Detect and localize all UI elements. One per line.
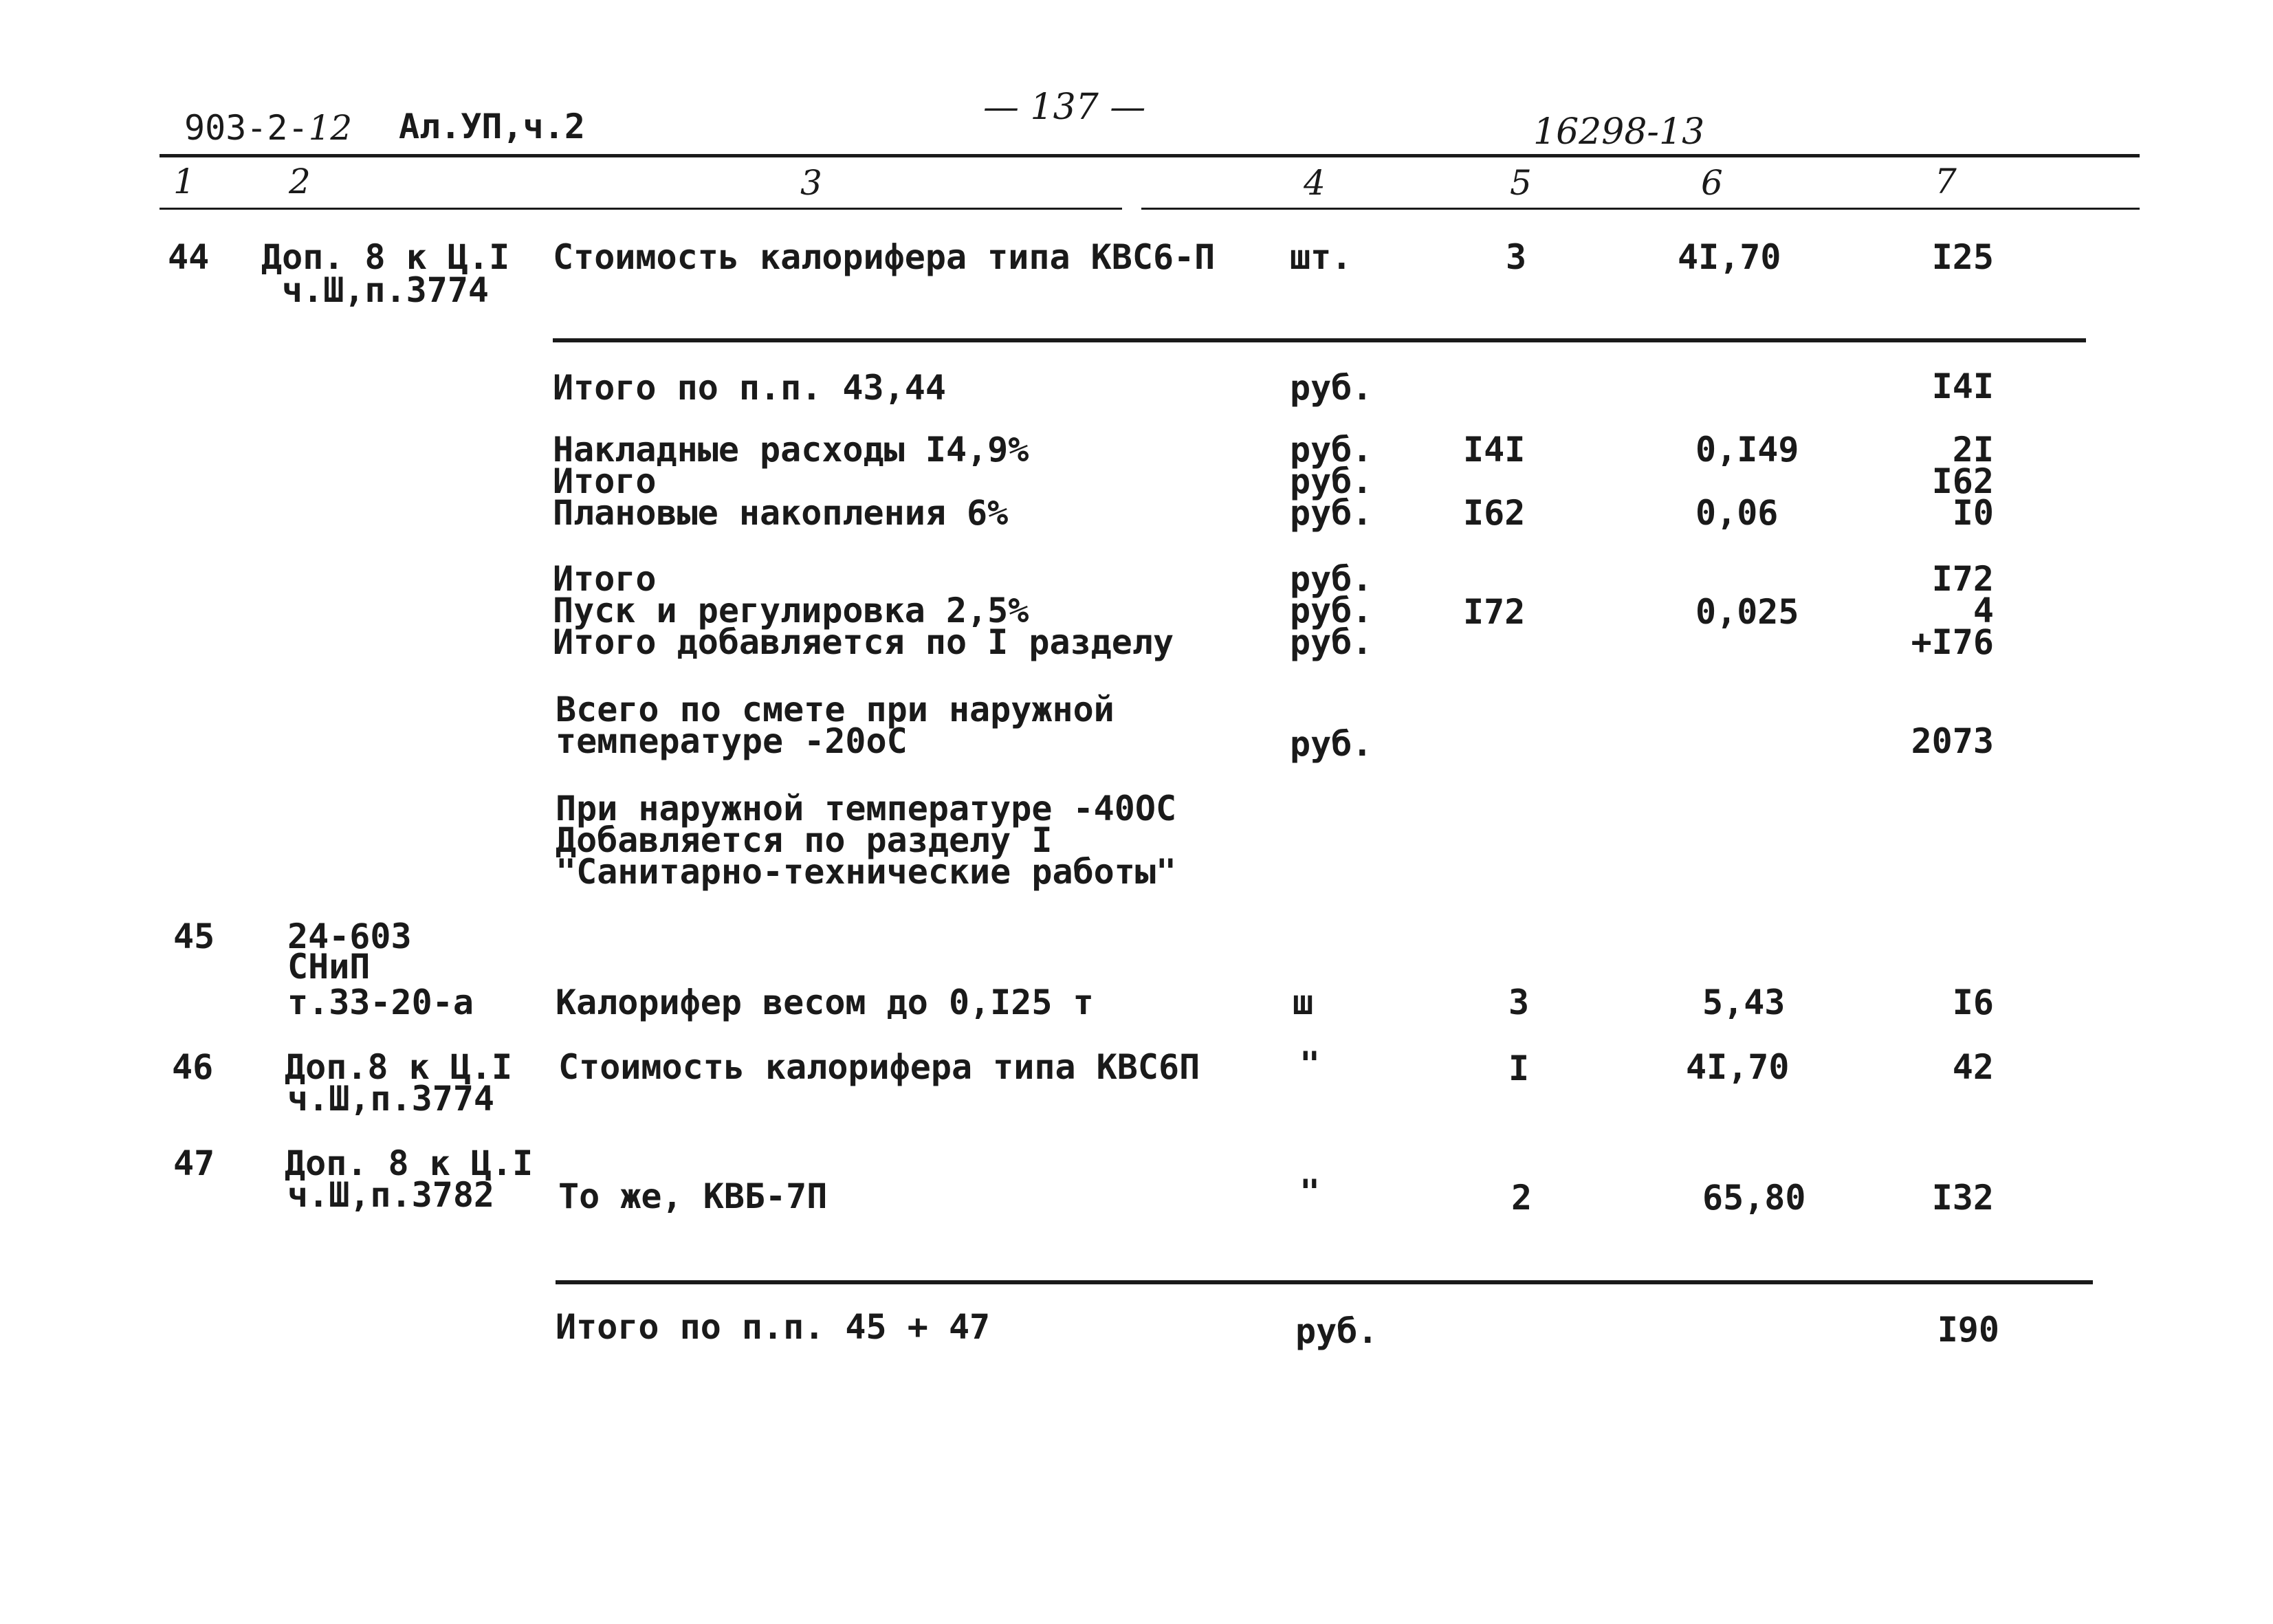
row-number: 47	[173, 1143, 215, 1183]
column-header-6: 6	[1701, 163, 1723, 203]
overhead-total: 2I	[1952, 430, 1994, 470]
commissioning-label: Пуск и регулировка 2,5%	[553, 591, 1029, 630]
row-quantity: I	[1508, 1049, 1530, 1088]
row-number: 45	[173, 917, 215, 956]
row-quantity: 3	[1505, 237, 1527, 277]
row-number: 44	[168, 237, 210, 277]
row-quantity: 3	[1508, 983, 1530, 1022]
itog-section-total: +I76	[1911, 622, 1994, 662]
row-reference: Доп. 8 к Ц.I	[261, 237, 510, 277]
row-total: I32	[1931, 1178, 1994, 1218]
row-reference: Доп.8 к Ц.I	[285, 1047, 513, 1087]
subtotal-rule-2	[556, 1280, 2093, 1284]
subtotal-label: Итого по п.п. 45 + 47	[556, 1307, 991, 1347]
row-price: 4I,70	[1678, 237, 1781, 277]
album-ref: Ал.УП,ч.2	[399, 107, 585, 146]
row-description: Стоимость калорифера типа КВС6П	[558, 1047, 1200, 1087]
overhead-label: Накладные расходы I4,9%	[553, 430, 1029, 470]
grand-total-value: 2073	[1911, 721, 1994, 761]
grand-total-label: Всего по смете при наружной	[556, 690, 1114, 729]
subtotal-unit: руб.	[1290, 368, 1373, 408]
note-line-1: При наружной температуре -40ОС	[556, 789, 1177, 829]
column-header-7: 7	[1935, 162, 1957, 201]
column-header-2: 2	[289, 162, 311, 201]
itog-total: I62	[1931, 461, 1994, 501]
doc-code: 903-2-12	[184, 108, 353, 148]
itog-unit: руб.	[1290, 461, 1373, 501]
row-price: 4I,70	[1686, 1047, 1790, 1087]
header-bottom-rule-right	[1141, 208, 2140, 210]
column-header-5: 5	[1510, 163, 1532, 203]
subtotal-total: I90	[1937, 1310, 1999, 1350]
subtotal-total: I4I	[1931, 366, 1994, 406]
itog-unit: руб.	[1290, 559, 1373, 599]
grand-total-unit: руб.	[1290, 724, 1373, 764]
planned-savings-total: I0	[1952, 493, 1994, 533]
row-number: 46	[172, 1047, 214, 1087]
overhead-rate: 0,I49	[1695, 430, 1799, 470]
note-line-3: "Санитарно-технические работы"	[556, 852, 1177, 892]
grand-total-label-line2: температуре -20оС	[556, 721, 908, 761]
row-reference: Доп. 8 к Ц.I	[285, 1143, 534, 1183]
itog-total: I72	[1931, 559, 1994, 599]
row-reference-line2: СНиП	[287, 947, 371, 987]
commissioning-rate: 0,025	[1695, 592, 1799, 632]
row-reference-line2: ч.Ш,п.3782	[287, 1175, 495, 1215]
row-total: I25	[1931, 237, 1994, 277]
commissioning-base: I72	[1463, 592, 1526, 632]
itog-label: Итого	[553, 559, 657, 599]
planned-savings-rate: 0,06	[1695, 493, 1779, 533]
commissioning-total: 4	[1973, 591, 1994, 630]
row-price: 5,43	[1702, 983, 1786, 1022]
column-header-4: 4	[1304, 163, 1326, 203]
page-number: — 137 —	[983, 87, 1146, 128]
overhead-unit: руб.	[1290, 430, 1373, 470]
row-reference-line2: ч.Ш,п.3774	[287, 1079, 495, 1119]
overhead-base: I4I	[1463, 430, 1526, 470]
row-unit: "	[1299, 1172, 1321, 1212]
row-description: Калорифер весом до 0,I25 т	[556, 983, 1094, 1022]
row-unit: "	[1299, 1044, 1321, 1084]
row-total: 42	[1952, 1047, 1994, 1087]
column-header-1: 1	[173, 162, 195, 201]
commissioning-unit: руб.	[1290, 591, 1373, 630]
planned-savings-label: Плановые накопления 6%	[553, 493, 1009, 533]
itog-label: Итого	[553, 461, 657, 501]
subtotal-rule-1	[553, 338, 2086, 342]
row-total: I6	[1952, 983, 1994, 1022]
row-reference-line2: ч.Ш,п.3774	[282, 270, 490, 310]
row-reference-line3: т.33-20-а	[287, 983, 474, 1022]
header-top-rule	[160, 154, 2140, 157]
planned-savings-unit: руб.	[1290, 493, 1373, 533]
doc-code-handwritten: 12	[308, 108, 353, 148]
row-price: 65,80	[1702, 1178, 1806, 1218]
row-description: То же, КВБ-7П	[558, 1176, 828, 1216]
row-reference: 24-603	[287, 917, 412, 956]
itog-section-label: Итого добавляется по I разделу	[553, 622, 1174, 662]
row-description: Стоимость калорифера типа КВС6-П	[553, 237, 1216, 277]
doc-number: 16298-13	[1533, 111, 1705, 153]
row-unit: шт.	[1290, 237, 1352, 277]
itog-section-unit: руб.	[1290, 622, 1373, 662]
row-unit: ш	[1293, 983, 1314, 1022]
subtotal-unit: руб.	[1295, 1311, 1379, 1351]
header-bottom-rule-left	[160, 208, 1122, 210]
note-line-2: Добавляется по разделу I	[556, 820, 1053, 860]
planned-savings-base: I62	[1463, 493, 1526, 533]
row-quantity: 2	[1511, 1178, 1533, 1218]
subtotal-label: Итого по п.п. 43,44	[553, 368, 946, 408]
column-header-3: 3	[800, 163, 822, 203]
